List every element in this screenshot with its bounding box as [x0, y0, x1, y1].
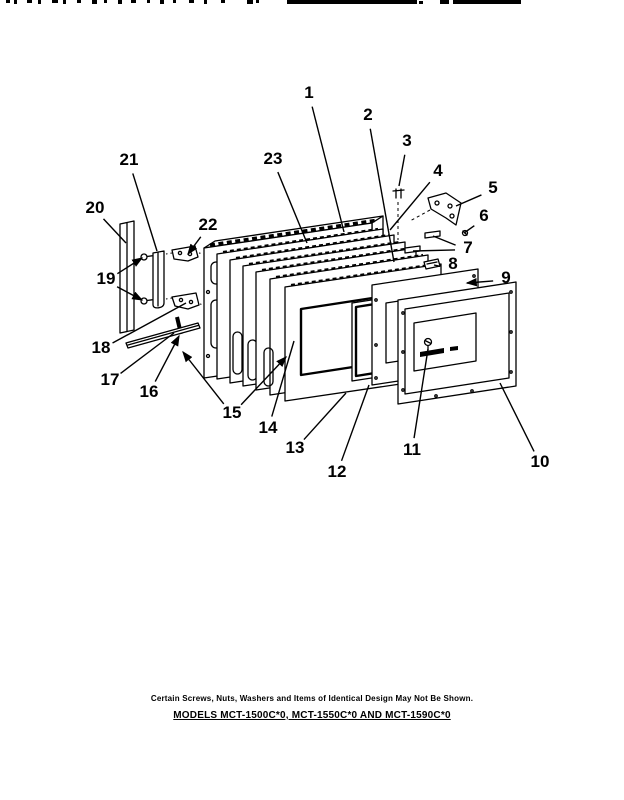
- outer-door-panel: [398, 282, 516, 404]
- footnote-text: Certain Screws, Nuts, Washers and Items of Identical Design May Not Be Shown.: [150, 694, 474, 703]
- part-number-17: 17: [100, 370, 120, 389]
- part-number-11: 11: [403, 440, 421, 459]
- part-number-10: 10: [530, 452, 550, 471]
- leader-line-part-16: [155, 336, 179, 382]
- leader-line-part-6: [464, 226, 474, 233]
- part-number-18: 18: [91, 338, 111, 357]
- part-number-20: 20: [85, 198, 105, 217]
- header-underline-1: [287, 0, 417, 4]
- leader-line-part-13: [304, 393, 346, 440]
- part-number-8: 8: [448, 254, 458, 273]
- leader-line-part-5: [456, 195, 481, 206]
- part-number-5: 5: [488, 178, 498, 197]
- part-number-6: 6: [479, 206, 489, 225]
- models-line: MODELS MCT-1500C*0, MCT-1550C*0 AND MCT-1590C*0: [173, 710, 451, 721]
- leader-line-part-7: [433, 236, 456, 245]
- part-number-14: 14: [258, 418, 278, 437]
- part-number-1: 1: [304, 83, 314, 102]
- leader-line-part-21: [133, 173, 157, 251]
- part-number-7: 7: [463, 238, 473, 257]
- latch-plates: [405, 231, 440, 253]
- part-number-3: 3: [402, 131, 412, 150]
- header-underline-2: [453, 0, 521, 4]
- part-number-21: 21: [119, 150, 139, 169]
- part-number-2: 2: [363, 105, 373, 124]
- part-number-19: 19: [96, 269, 116, 288]
- leader-line-part-3: [399, 155, 405, 186]
- part-number-16: 16: [139, 382, 159, 401]
- part-number-23: 23: [263, 149, 283, 168]
- part-number-15: 15: [222, 403, 242, 422]
- part-number-12: 12: [327, 462, 347, 481]
- leader-line-part-1: [312, 107, 344, 232]
- leader-line-part-12: [342, 385, 369, 461]
- leader-line-part-10: [500, 383, 534, 451]
- lower-trim-strip: [126, 323, 200, 348]
- scan-artifact-header: [6, 0, 521, 4]
- hinge-spacer-bar: [153, 251, 164, 308]
- part-number-13: 13: [285, 438, 305, 457]
- part-number-22: 22: [198, 215, 218, 234]
- part-number-4: 4: [433, 161, 443, 180]
- part-number-9: 9: [501, 268, 511, 287]
